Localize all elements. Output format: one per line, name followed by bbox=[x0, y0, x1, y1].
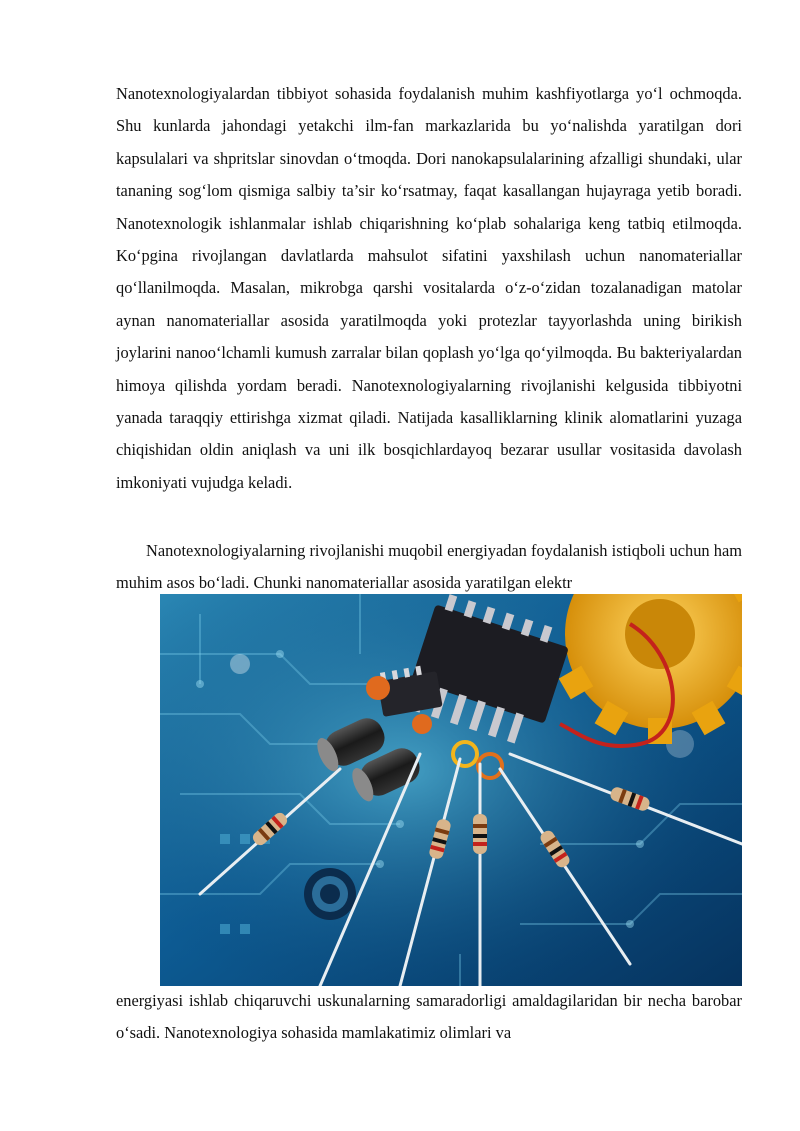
paragraph-1: Nanotexnologiyalardan tibbiyot sohasida foydalanish muhim kashfiyotlarga yo‘l ochmoqda. Shu kunlarda jahondagi yetakchi ilm-fan markazlarida bu yo‘nalishda yaratilgan dori kapsulalari va shpritslar sinovdan o‘tmoqda. Dori nanokapsulalarining afzalligi shundaki, ular tananing sog‘lom qismiga salbiy ta’sir ko‘rsatmay, faqat kasallangan hujayraga yetib boradi. Nanotexnologik ishlanmalar ishlab chiqarishning ko‘plab sohalariga keng tatbiq etilmoqda. Ko‘pgina rivojlangan davlatlarda mahsulot sifatini yaxshilash uchun nanomateriallar qo‘llanilmoqda. Masalan, mikrobga qarshi vositalarda o‘z-o‘zidan tozalanadigan matolar aynan nanomateriallar asosida yaratilmoqda yoki protezlar tayyorlashda uning birikish joylarini nanoo‘lchamli kumush zarralar bilan qoplash yo‘lga qo‘yilmoqda. Bu bakteriyalardan himoya qilishda yordam beradi. Nanotexnologiyalarning rivojlanishi kelgusida tibbiyotni yanada taraqqiy ettirishga xizmat qiladi. Natijada kasalliklarning klinik alomatlarini yuzaga chiqishidan oldin aniqlash va uni ilk bosqichlardayoq bezarar usullar vositasida davolash imkoniyati vujudga keladi. bbox=[116, 84, 742, 492]
paragraph-3: energiyasi ishlab chiqaruvchi uskunalarning samaradorligi amaldagilaridan bir necha barobar o‘sadi. Nanotexnologiya sohasida mamlakatimiz olimlari va bbox=[116, 991, 742, 1043]
circuit-board-photo bbox=[160, 594, 742, 986]
paragraph-2: Nanotexnologiyalarning rivojlanishi muqobil energiyadan foydalanish istiqboli uchun ham muhim asos bo‘ladi. Chunki nanomateriallar asosida yaratilgan elektr bbox=[116, 541, 742, 593]
